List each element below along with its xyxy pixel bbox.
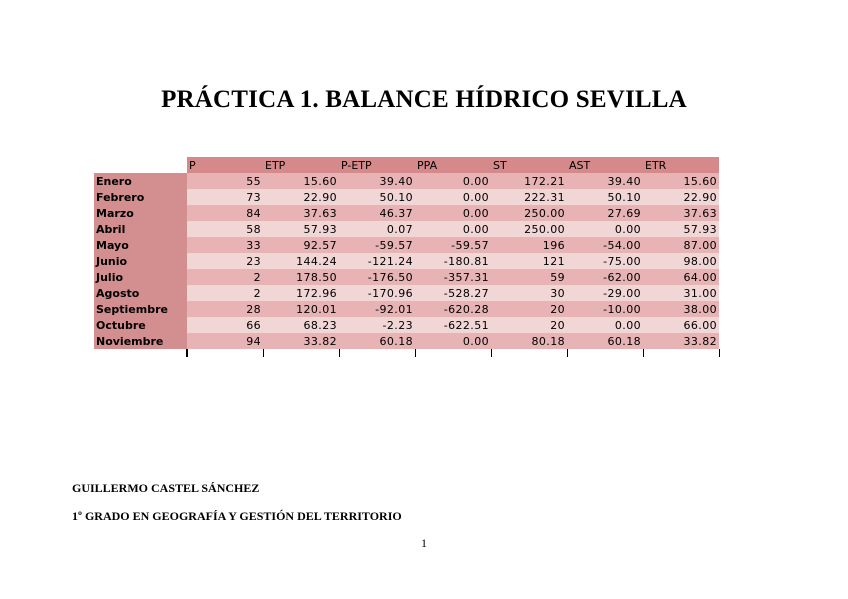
row-month-label: Enero: [94, 173, 187, 189]
table-cell: 38.00: [643, 301, 719, 317]
table-cell: -59.57: [415, 237, 491, 253]
table-cell: -622.51: [415, 317, 491, 333]
table-cell: -62.00: [567, 269, 643, 285]
table-cell-empty: [719, 285, 753, 301]
table-cell: -92.01: [339, 301, 415, 317]
table-cell: -75.00: [567, 253, 643, 269]
table-cell: 37.63: [263, 205, 339, 221]
table-cell: 64.00: [643, 269, 719, 285]
table-cell: 2: [187, 285, 263, 301]
table-cell: 37.63: [643, 205, 719, 221]
table-cell: 0.00: [567, 221, 643, 237]
table-cell: 28: [187, 301, 263, 317]
table-cell: 57.93: [643, 221, 719, 237]
table-cell: 20: [491, 317, 567, 333]
table-cell-empty: [719, 269, 753, 285]
table-cell: 92.57: [263, 237, 339, 253]
table-row: [94, 173, 753, 189]
table-cell: -29.00: [567, 285, 643, 301]
table-row: [94, 253, 753, 269]
table-cell: 33.82: [263, 333, 339, 349]
table-row: [94, 317, 753, 333]
table-cell-empty: [415, 349, 491, 357]
table-cell: 59: [491, 269, 567, 285]
table-cell: -620.28: [415, 301, 491, 317]
row-month-label: Mayo: [94, 237, 187, 253]
row-month-label: Abril: [94, 221, 187, 237]
table-cell: 33: [187, 237, 263, 253]
table-cell: -2.23: [339, 317, 415, 333]
table-cell: 22.90: [263, 189, 339, 205]
column-header-blank: [719, 157, 753, 173]
table-cell-empty: [719, 349, 753, 357]
table-cell-empty: [719, 237, 753, 253]
table-cell: 31.00: [643, 285, 719, 301]
row-month-label: Junio: [94, 253, 187, 269]
table-cell: 15.60: [263, 173, 339, 189]
table-cell: 0.00: [415, 173, 491, 189]
column-header-p: P: [187, 157, 263, 173]
table-cell-empty: [567, 349, 643, 357]
column-header-st: ST: [491, 157, 567, 173]
table-cell: 80.18: [491, 333, 567, 349]
table-cell: 250.00: [491, 221, 567, 237]
table-cell: 58: [187, 221, 263, 237]
table-row: [94, 205, 753, 221]
table-cell: 0.00: [567, 317, 643, 333]
table-cell: 2: [187, 269, 263, 285]
table-cell: 60.18: [339, 333, 415, 349]
table-cell: -59.57: [339, 237, 415, 253]
table-row: [94, 237, 753, 253]
table-cell: -180.81: [415, 253, 491, 269]
table-cell: 15.60: [643, 173, 719, 189]
table-cell: 120.01: [263, 301, 339, 317]
table-cell-empty: [719, 205, 753, 221]
table-cell: 39.40: [339, 173, 415, 189]
table-cell-empty: [719, 221, 753, 237]
table-cell: 73: [187, 189, 263, 205]
degree-name: 1º GRADO EN GEOGRAFÍA Y GESTIÓN DEL TERRITORIO: [72, 509, 402, 523]
table-cell: 87.00: [643, 237, 719, 253]
header-corner: [94, 157, 187, 173]
table-cell: 0.00: [415, 205, 491, 221]
table-cell: 66.00: [643, 317, 719, 333]
table-row: [94, 189, 753, 205]
table-cell-empty: [719, 333, 753, 349]
table-cell-empty: [263, 349, 339, 357]
table-cell-empty: [719, 173, 753, 189]
table-cell-empty: [339, 349, 415, 357]
table-cell: 178.50: [263, 269, 339, 285]
table-row: [94, 285, 753, 301]
table-cell: 50.10: [567, 189, 643, 205]
table-cell: 66: [187, 317, 263, 333]
table-cell: 39.40: [567, 173, 643, 189]
table-cell: -170.96: [339, 285, 415, 301]
table-cell: 22.90: [643, 189, 719, 205]
table-cell: 250.00: [491, 205, 567, 221]
table-cell: 98.00: [643, 253, 719, 269]
table-cell: 172.96: [263, 285, 339, 301]
column-header-p-etp: P-ETP: [339, 157, 415, 173]
table-cell-empty: [187, 349, 263, 357]
table-cell: 33.82: [643, 333, 719, 349]
table-header-row: [94, 157, 753, 173]
row-month-label: Octubre: [94, 317, 187, 333]
table-row: [94, 269, 753, 285]
table-cell-empty: [719, 317, 753, 333]
row-month-label: Septiembre: [94, 301, 187, 317]
table-row: [94, 333, 753, 349]
column-header-ast: AST: [567, 157, 643, 173]
table-cell: 172.21: [491, 173, 567, 189]
table-cell: 23: [187, 253, 263, 269]
table-cell: 94: [187, 333, 263, 349]
table-cell: -54.00: [567, 237, 643, 253]
table-cell: -176.50: [339, 269, 415, 285]
table-cell: 46.37: [339, 205, 415, 221]
column-header-ppa: PPA: [415, 157, 491, 173]
table-cell-empty: [719, 253, 753, 269]
row-month-label: Marzo: [94, 205, 187, 221]
table-cell: 27.69: [567, 205, 643, 221]
table-cell-empty: [643, 349, 719, 357]
column-header-etp: ETP: [263, 157, 339, 173]
table-cell: 60.18: [567, 333, 643, 349]
table-cell: 0.00: [415, 333, 491, 349]
page-number: 1: [421, 536, 427, 550]
table-cell: 84: [187, 205, 263, 221]
table-cell: 55: [187, 173, 263, 189]
table-cell: 0.07: [339, 221, 415, 237]
table-cell: 144.24: [263, 253, 339, 269]
table-cell: 222.31: [491, 189, 567, 205]
table-cell: -528.27: [415, 285, 491, 301]
table-row: [94, 301, 753, 317]
table-cell: -357.31: [415, 269, 491, 285]
column-header-etr: ETR: [643, 157, 719, 173]
table-cell: 68.23: [263, 317, 339, 333]
row-month-label: Febrero: [94, 189, 187, 205]
table-cell-empty: [719, 189, 753, 205]
table-row: [94, 221, 753, 237]
table-cell: 121: [491, 253, 567, 269]
table-cell-empty: [491, 349, 567, 357]
table-cell: 57.93: [263, 221, 339, 237]
table-row-empty: [94, 349, 753, 357]
table-cell-empty: [719, 301, 753, 317]
water-balance-table: [94, 157, 753, 357]
row-month-label: Julio: [94, 269, 187, 285]
table-cell: 0.00: [415, 189, 491, 205]
page-title: PRÁCTICA 1. BALANCE HÍDRICO SEVILLA: [161, 86, 687, 113]
table-cell: -10.00: [567, 301, 643, 317]
table-cell: 196: [491, 237, 567, 253]
table-cell: -121.24: [339, 253, 415, 269]
table-cell: 50.10: [339, 189, 415, 205]
row-month-label: Noviembre: [94, 333, 187, 349]
author-name: GUILLERMO CASTEL SÁNCHEZ: [72, 481, 260, 495]
row-month-label: Agosto: [94, 285, 187, 301]
table-cell: 30: [491, 285, 567, 301]
table-cell: 0.00: [415, 221, 491, 237]
table-cell: 20: [491, 301, 567, 317]
table-cell-empty: [94, 349, 187, 357]
